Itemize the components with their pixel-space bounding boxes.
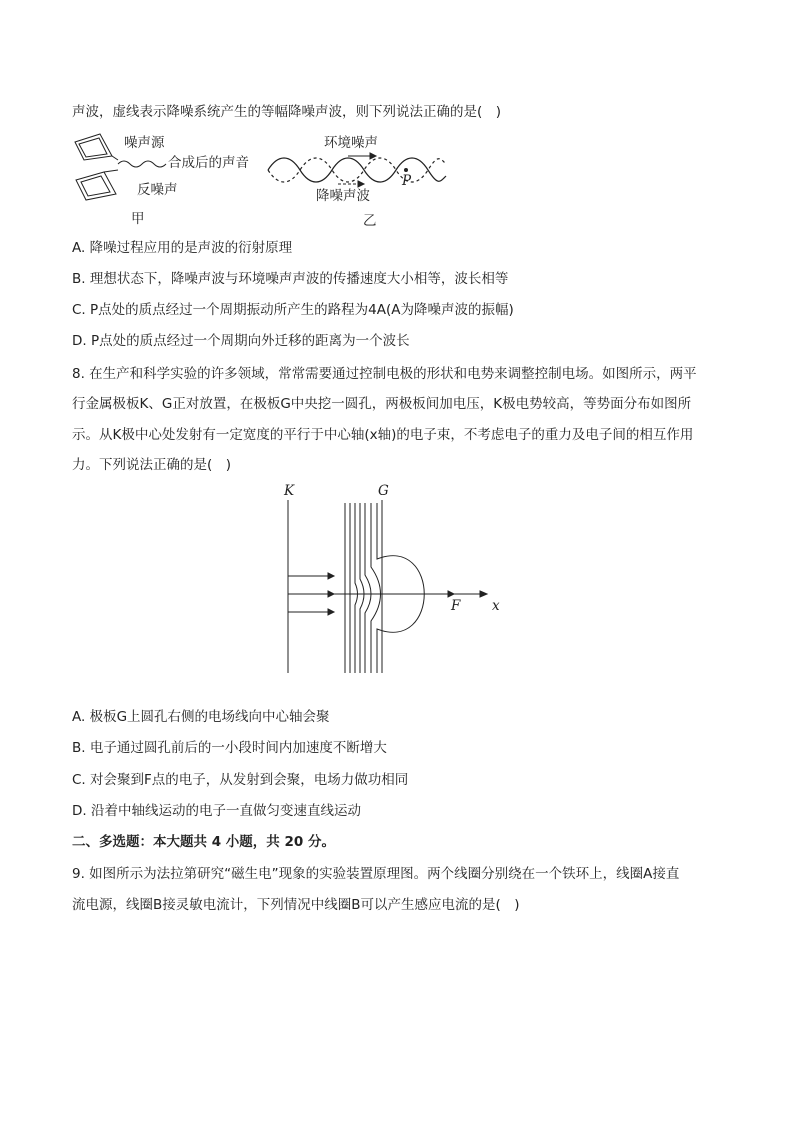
q8-stem-line-2: 行金属极板K、G正对放置，在极板G中央挖一圆孔，两极板间加电压，K极电势较高，等势面分布如图所 xyxy=(72,396,692,412)
figure-electrodes xyxy=(280,495,520,680)
q9-stem-line-1: 9. 如图所示为法拉第研究“磁生电”现象的实验装置原理图。两个线圈分别绕在一个铁环上，线圈A接直 xyxy=(72,866,680,882)
q8-option-b: B. 电子通过圆孔前后的一小段时间内加速度不断增大 xyxy=(72,740,387,756)
env-noise-arrow xyxy=(348,153,376,159)
combined-wave xyxy=(118,161,166,167)
speaker-top-icon xyxy=(75,134,118,160)
section-heading-multiple-choice: 二、多选题：本大题共 4 小题，共 20 分。 xyxy=(72,834,335,850)
environment-noise-wave xyxy=(268,158,446,182)
label-noise-source: 噪声源 xyxy=(124,135,165,151)
label-noise-reduction-wave: 降噪声波 xyxy=(316,188,370,204)
q9-stem-line-2: 流电源，线圈B接灵敏电流计，下列情况中线圈B可以产生感应电流的是( ) xyxy=(72,897,520,913)
label-point-f: F xyxy=(451,598,461,614)
q8-stem-line-4: 力。下列说法正确的是( ) xyxy=(72,457,232,473)
q7-option-b: B. 理想状态下，降噪声波与环境噪声声波的传播速度大小相等，波长相等 xyxy=(72,271,509,287)
label-plate-k: K xyxy=(284,483,295,499)
q7-option-a: A. 降噪过程应用的是声波的衍射原理 xyxy=(72,240,293,256)
figure-jia xyxy=(70,130,270,225)
q8-option-d: D. 沿着中轴线运动的电子一直做匀变速直线运动 xyxy=(72,803,361,819)
caption-yi: 乙 xyxy=(363,213,377,229)
q7-option-d: D. P点处的质点经过一个周期向外迁移的距离为一个波长 xyxy=(72,333,410,349)
label-combined-sound: 合成后的声音 xyxy=(168,155,249,171)
q8-stem-line-1: 8. 在生产和科学实验的许多领域，常常需要通过控制电极的形状和电势来调整控制电场。如图所示，两平 xyxy=(72,366,697,382)
q8-stem-line-3: 示。从K极中心处发射有一定宽度的平行于中心轴(x轴)的电子束，不考虑电子的重力及电子间的相互作用 xyxy=(72,427,694,443)
q8-option-a: A. 极板G上圆孔右侧的电场线向中心轴会聚 xyxy=(72,709,330,725)
q8-option-c: C. 对会聚到F点的电子，从发射到会聚，电场力做功相同 xyxy=(72,772,409,788)
label-point-p: P xyxy=(402,173,412,189)
q7-option-c: C. P点处的质点经过一个周期振动所产生的路程为4A(A为降噪声波的振幅) xyxy=(72,302,514,318)
q7-intro: 声波，虚线表示降噪系统产生的等幅降噪声波，则下列说法正确的是( ) xyxy=(72,104,502,120)
speaker-bottom-icon xyxy=(76,170,118,200)
caption-jia: 甲 xyxy=(131,211,145,227)
label-anti-noise: 反噪声 xyxy=(137,182,178,198)
label-axis-x: x xyxy=(492,598,500,614)
equipotential-lines xyxy=(345,503,424,673)
label-plate-g: G xyxy=(378,483,389,499)
label-environment-noise: 环境噪声 xyxy=(324,135,378,151)
